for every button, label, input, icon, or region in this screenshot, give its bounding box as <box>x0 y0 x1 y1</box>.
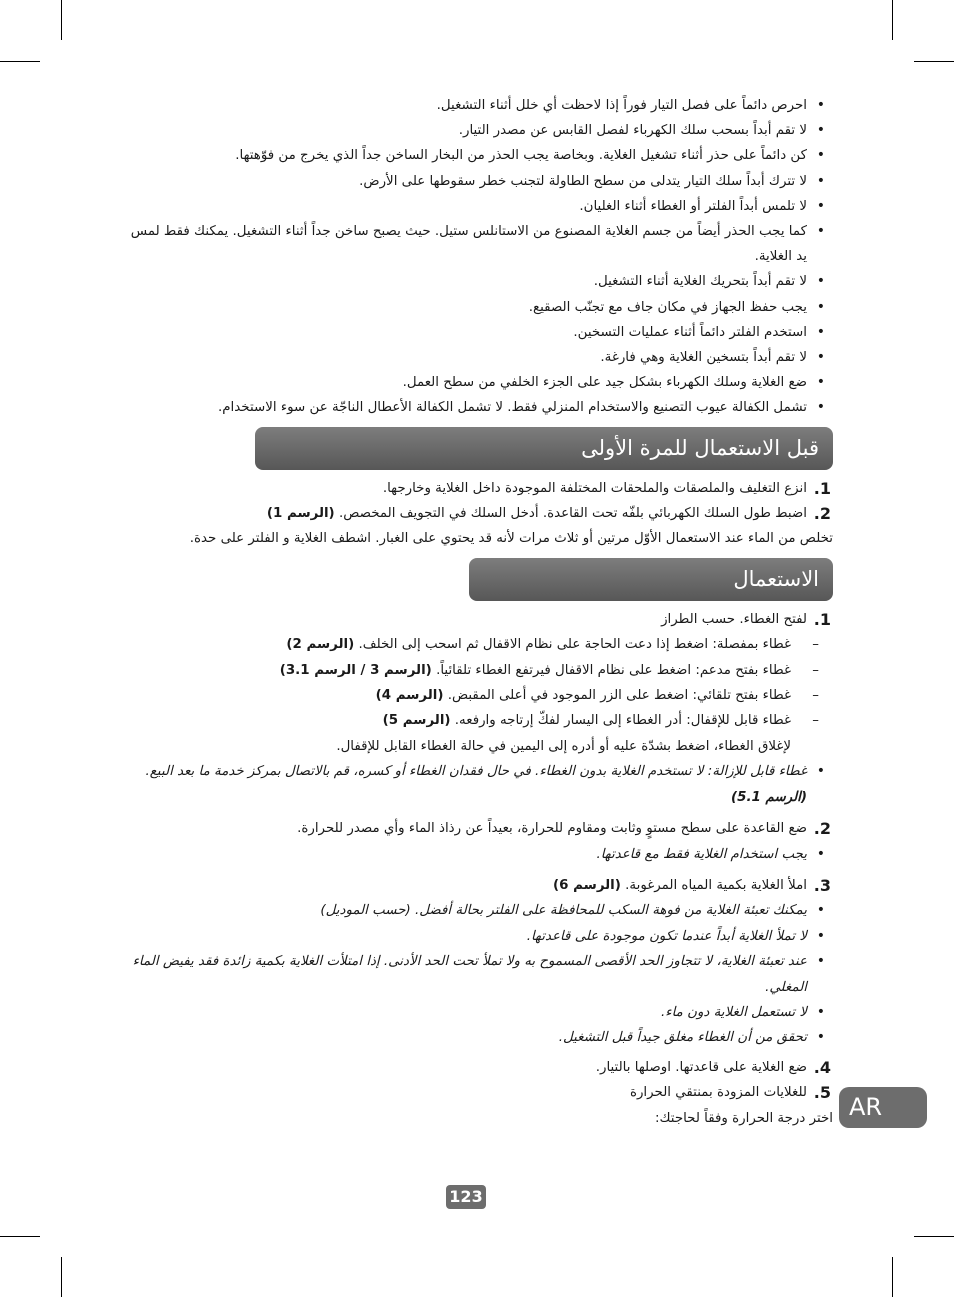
item-text: ضع الغلاية على قاعدتها. اوصلها بالتيار. <box>595 1059 807 1075</box>
list-item: • تشمل الكفالة عيوب التصنيع والاستخدام المنزلي فقط. لا تشمل الكفالة الأعطال الناجّة عن سوء الاستخدام. <box>125 395 833 420</box>
item-number: 1. <box>813 609 831 629</box>
list-item: • لا تترك أبداً سلك التيار يتدلى من سطح الطاولة لتجنب خطر سقوطها على الأرض. <box>125 169 833 194</box>
figure-ref: (الرسم 5.1) <box>731 789 807 805</box>
crop-mark <box>0 61 40 62</box>
numbered-item <box>125 873 833 898</box>
figure-ref: (الرسم 1) <box>266 506 335 522</box>
list-item: • احرص دائماً على فصل التيار فوراً إذا لاحظت أي خلل أثناء التشغيل. <box>125 93 833 118</box>
crop-mark <box>914 61 954 62</box>
item-text: لفتح الغطاء. حسب الطراز <box>661 611 807 627</box>
figure-ref: (الرسم 4) <box>375 688 444 704</box>
list-item: • يمكنك تعبئة الغلاية من فوهة السكب للمحافظة على الفلتر بحالة أفضل. (حسب الموديل) <box>125 898 833 923</box>
lid-type-item <box>125 632 833 657</box>
list-item: • لا تقم أبداً بتسخين الغلاية وهي فارغة. <box>125 345 833 370</box>
item-text: للغلايات المزودة بمنتقي الحرارة <box>629 1085 807 1101</box>
item-text: غطاء بفتح تلقائي: اضغط على الزر الموجود في أعلى المقبض. <box>447 688 791 704</box>
lid-type-item <box>125 658 833 683</box>
removable-lid-note <box>125 759 833 810</box>
first-use-note: تخلص من الماء عند الاستعمال الأوّل مرتين أو ثلاث مرات لأنه قد يحتوي على الغبار. اشطف الغلاية و الفلتر على حدة. <box>189 531 833 547</box>
item-number: 2. <box>813 504 831 524</box>
temperature-note: اختر درجة الحرارة وفقاً لحاجتك: <box>654 1110 833 1126</box>
item-text: غطاء قابل للإقفال: أدر الغطاء إلى اليسار لفكّ إرتاجه وارفعه. <box>454 713 791 729</box>
numbered-item <box>125 476 833 501</box>
crop-mark <box>914 1236 954 1237</box>
item-text: غطاء بمفصلة: اضغط إذا دعت الحاجة على نظام الاقفال ثم اسحب إلى الخلف. <box>358 637 791 653</box>
section-heading-first-use: قبل الاستعمال للمرة الأولى <box>255 427 833 470</box>
list-item: • كن دائماً على حذر أثناء تشغيل الغلاية. وبخاصة يجب الحذر من البخار الساخن جداً الذي يخرج من فوّهتها. <box>125 143 833 168</box>
numbered-item <box>125 501 833 526</box>
numbered-item <box>125 1080 833 1105</box>
list-item: • لا تملأ الغلاية أبداً عندما تكون موجودة على قاعدتها. <box>125 924 833 949</box>
numbered-item <box>125 607 833 632</box>
figure-ref: (الرسم 6) <box>553 877 621 893</box>
list-item: • ضع الغلاية وسلك الكهرباء بشكل جيد على الجزء الخلفي من سطح العمل. <box>125 370 833 395</box>
list-item: • لا تستعمل الغلاية دون ماء. <box>125 1000 833 1025</box>
numbered-item <box>125 1055 833 1080</box>
item-number: 4. <box>813 1057 831 1077</box>
lid-close-note: لإغلاق الغطاء، اضغط بشدّة عليه أو أدره إلى اليمين في حالة الغطاء القابل للإقفال. <box>336 738 791 754</box>
list-item: • يجب استخدام الغلاية فقط مع قاعدتها. <box>125 842 833 867</box>
lid-type-item <box>125 683 833 708</box>
item-number: 3. <box>813 875 831 895</box>
crop-mark <box>61 0 62 40</box>
page-number: 123 <box>446 1185 486 1209</box>
item-text: املأ الغلاية بكمية المياه المرغوبة. <box>625 877 807 893</box>
numbered-item <box>125 816 833 841</box>
item-text: غطاء بفتح مدعم: اضغط على نظام الاقفال فيرتفع الغطاء تلقائياً. <box>436 662 791 678</box>
item-number: 2. <box>813 819 831 839</box>
lid-type-item <box>125 708 833 733</box>
list-item: • عند تعبئة الغلاية، لا تتجاوز الحد الأقصى المسموح به ولا تملأ تحت الحد الأدنى. إذا امتلأت الغلاية بكمية زائدة فقد يفيض الماء المغلي. <box>125 949 833 1000</box>
list-item: • تحقق من أن الغطاء مغلق جيداً قبل التشغيل. <box>125 1025 833 1050</box>
language-tab: AR <box>839 1087 927 1128</box>
crop-mark <box>61 1257 62 1297</box>
item-text: اضبط طول السلك الكهربائي بلفّه تحت القاعدة. أدخل السلك في التجويف المخصص. <box>338 506 807 522</box>
item-text: غطاء قابل للإزالة: لا تستخدم الغلاية بدون الغطاء. في حال فقدان الغطاء أو كسره، قم بالاتصال بمركز خدمة ما بعد البيع. <box>145 764 807 780</box>
safety-bullet-list <box>125 93 833 421</box>
item-number: 5. <box>813 1083 831 1103</box>
figure-ref: (الرسم 5) <box>382 713 451 729</box>
item-text: ضع القاعدة على سطح مستوٍ وثابت ومقاوم للحرارة، بعيداً عن رذاذ الماء وأي مصدر للحرارة. <box>297 821 807 837</box>
figure-ref: (الرسم 3 / الرسم 3.1) <box>279 662 432 678</box>
list-item: • لا تقم أبداً بسحب سلك الكهرباء لفصل القابس عن مصدر التيار. <box>125 118 833 143</box>
figure-ref: (الرسم 2) <box>286 637 355 653</box>
list-item: • لا تلمس أبداً الفلتر أو الغطاء أثناء الغليان. <box>125 194 833 219</box>
crop-mark <box>0 1236 40 1237</box>
item-number: 1. <box>813 478 831 498</box>
document-body <box>125 93 833 1131</box>
crop-mark <box>892 1257 893 1297</box>
crop-mark <box>892 0 893 40</box>
list-item: • استخدم الفلتر دائماً أثناء عمليات التسخين. <box>125 320 833 345</box>
list-item: • كما يجب الحذر أيضاً من جسم الغلاية المصنوع من الاستانلس ستيل. حيث يصبح ساخن جداً أثناء التشغيل. يمكنك فقط لمس يد الغلاية. <box>125 219 833 269</box>
list-item: • يجب حفظ الجهاز في مكان جاف مع تجنّب الصقيع. <box>125 295 833 320</box>
item-text: انزع التغليف والملصقات والملحقات المختلفة الموجودة داخل الغلاية وخارجها. <box>382 480 807 496</box>
list-item: • لا تقم أبداً بتحريك الغلاية أثناء التشغيل. <box>125 269 833 294</box>
section-heading-usage: الاستعمال <box>469 558 833 601</box>
